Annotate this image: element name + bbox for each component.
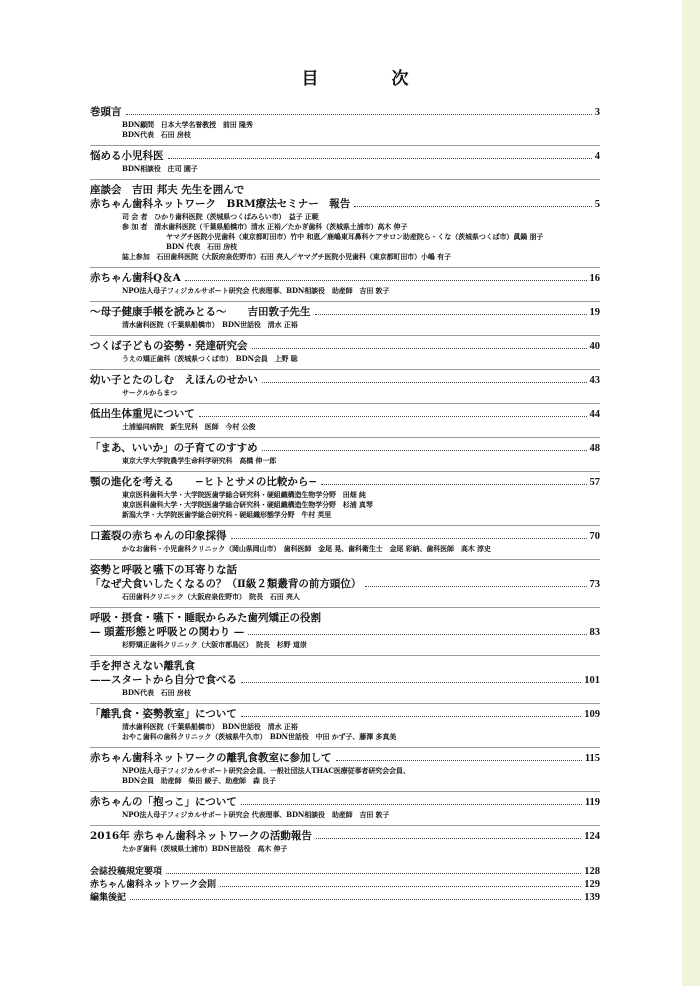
toc-entry xyxy=(90,559,600,602)
toc-entry-title-line xyxy=(90,373,600,388)
toc-entry-title-line xyxy=(90,563,600,577)
dot-leader xyxy=(168,158,592,159)
dot-leader xyxy=(365,586,586,587)
dot-leader xyxy=(220,886,581,887)
dot-leader xyxy=(252,348,587,349)
toc-entry-title: 赤ちゃん歯科Q＆A xyxy=(90,272,181,284)
dot-leader xyxy=(336,760,582,761)
toc-entry-author: 東京医科歯科大学・大学院医歯学総合研究科・硬組織構造生物学分野 田畑 純 xyxy=(122,490,366,499)
toc-entry-title: 悩める小児科医 xyxy=(90,150,164,162)
dot-leader xyxy=(185,280,587,281)
toc-entry xyxy=(90,437,600,466)
dot-leader xyxy=(126,114,592,115)
toc-entry-title: 「まあ、いいか」の子育てのすすめ xyxy=(90,442,258,454)
toc-entry-title: ——スタートから自分で食べる xyxy=(90,674,237,686)
toc-entry-title: 座談会 吉田 邦夫 先生を囲んで xyxy=(90,184,245,196)
toc-entry xyxy=(90,145,600,174)
toc-entry-title-line xyxy=(90,105,600,120)
dot-leader xyxy=(315,314,587,315)
toc-entry-title-line xyxy=(90,829,600,844)
dot-leader xyxy=(241,716,581,717)
toc-entry-author: BDN顧問 日本大学名誉教授 前田 隆秀 xyxy=(122,120,253,129)
table-of-contents xyxy=(90,105,600,905)
back-matter-title: 編集後記 xyxy=(90,893,127,903)
page-edge-stripe xyxy=(682,0,700,986)
toc-entry-title: 「なぜ犬食いしたくなるの？（Ⅱ級２類叢背の前方頭位） xyxy=(90,578,362,590)
toc-entry xyxy=(90,105,600,140)
toc-entry xyxy=(90,369,600,398)
toc-entry xyxy=(90,525,600,554)
back-matter-line xyxy=(90,892,600,904)
toc-entry-author: 清水歯科医院（千葉県船橋市） BDN世話役 清水 正裕 xyxy=(122,320,298,329)
toc-entry-title-line xyxy=(90,441,600,456)
toc-entry-title: 呼吸・摂食・嚥下・睡眠からみた歯列矯正の役割 xyxy=(90,612,321,624)
toc-entry xyxy=(90,335,600,364)
page-number: 3 xyxy=(594,107,600,118)
toc-entry-title: 姿勢と呼吸と嚥下の耳寄りな話 xyxy=(90,564,237,576)
page-number: 83 xyxy=(589,627,600,638)
toc-entry-title-line xyxy=(90,197,600,212)
back-matter-title: 会誌投稿規定要項 xyxy=(90,867,163,877)
toc-entry-author: 東京大学大学院農学生命科学研究科 高橋 伸一郎 xyxy=(122,456,277,465)
back-matter-line xyxy=(90,879,600,891)
toc-entry-title: 赤ちゃん歯科ネットワーク BRM療法セミナー 報告 xyxy=(90,198,351,210)
page-number: 119 xyxy=(584,797,600,808)
page-number: 4 xyxy=(594,151,600,162)
toc-entry-title: 〜母子健康手帳を読みとる〜 吉田敦子先生 xyxy=(90,306,311,318)
page-number: 129 xyxy=(584,879,600,890)
toc-entry-title: — 頭蓋形態と呼吸との関わり — xyxy=(90,626,245,638)
toc-entry-title-line xyxy=(90,751,600,766)
toc-entry-title-line xyxy=(90,475,600,490)
toc-entry-title: 口蓋裂の赤ちゃんの印象採得 xyxy=(90,530,227,542)
dot-leader xyxy=(130,899,581,900)
toc-entry-title-line xyxy=(90,407,600,422)
toc-entry-author: 土浦協同病院 新生児科 医師 今村 公俊 xyxy=(122,422,256,431)
toc-entry-title-line xyxy=(90,339,600,354)
dot-leader xyxy=(321,484,586,485)
toc-entry-title-line xyxy=(90,305,600,320)
page-number: 57 xyxy=(589,477,600,488)
toc-entry xyxy=(90,471,600,520)
toc-entry-author: 清水歯科医院（千葉県船橋市） BDN世話役 清水 正裕 xyxy=(122,722,298,731)
dot-leader xyxy=(248,634,586,635)
toc-entry-title-line xyxy=(90,183,600,197)
toc-entry xyxy=(90,267,600,296)
back-matter-list xyxy=(90,866,600,904)
toc-entry-author: NPO法人母子フィジカルサポート研究会 代表理事、BDN相談役 助産師 吉田 敦子 xyxy=(122,810,390,819)
toc-entry-title-line xyxy=(90,673,600,688)
toc-entry-author: 参 加 者 清水歯科医院（千葉県船橋市）清水 正裕／たかぎ歯科（茨城県土浦市）高木 伸子 xyxy=(122,222,408,231)
toc-entry-author: 新潟大学・大学院医歯学総合研究科・硬組織形態学分野 牛村 英里 xyxy=(122,510,332,519)
toc-entry-title: 幼い子とたのしむ えほんのせかい xyxy=(90,374,258,386)
toc-entry-author: おやこ歯科の歯科クリニック（茨城県牛久市） BDN世話役 中田 かず子、藤澤 多真美 xyxy=(122,732,397,741)
toc-entry-title-line xyxy=(90,795,600,810)
toc-entry-author: ヤマグチ医院小児歯科（東京都町田市）竹中 和恵／鹿嶋東耳鼻科ケアサロン助産院ら・くな（茨城県つくば市）眞鍋 朋子 xyxy=(166,232,544,241)
toc-entry xyxy=(90,791,600,820)
dot-leader xyxy=(241,804,582,805)
toc-entry-author: 石田歯科クリニック（大阪府泉佐野市） 院長 石田 亮人 xyxy=(122,592,300,601)
toc-entry xyxy=(90,825,600,854)
dot-leader xyxy=(262,382,587,383)
dot-leader xyxy=(241,682,581,683)
page-number: 73 xyxy=(589,579,600,590)
toc-entry-title: 巻頭言 xyxy=(90,106,122,118)
toc-entry-author: 誌上参加 石田歯科医院（大阪府泉佐野市）石田 亮人／ヤマグチ医院小児歯科（東京都町田市）小嶋 有子 xyxy=(122,252,451,261)
toc-entry-author: BDN代表 石田 房枝 xyxy=(122,130,191,139)
toc-entry-title: つくば子どもの姿勢・発達研究会 xyxy=(90,340,248,352)
back-matter-title: 赤ちゃん歯科ネットワーク会則 xyxy=(90,880,217,890)
dot-leader xyxy=(166,873,581,874)
dot-leader xyxy=(262,450,587,451)
toc-entry-author: BDN 代表 石田 房枝 xyxy=(166,242,238,251)
toc-entry xyxy=(90,301,600,330)
back-matter-entry xyxy=(90,892,600,904)
toc-entry xyxy=(90,747,600,786)
toc-entry-author: BDN相談役 庄司 園子 xyxy=(122,164,198,173)
page-number: 124 xyxy=(584,831,600,842)
toc-entry-title: 「離乳食・姿勢教室」について xyxy=(90,708,237,720)
dot-leader xyxy=(199,416,587,417)
toc-entry-author: BDN代表 石田 房枝 xyxy=(122,688,191,697)
page-number: 109 xyxy=(584,709,600,720)
toc-entry xyxy=(90,607,600,650)
toc-entry-title-line xyxy=(90,625,600,640)
toc-entry-author: うえの矯正歯科（茨城県つくば市） BDN会員 上野 聡 xyxy=(122,354,298,363)
toc-entry xyxy=(90,403,600,432)
toc-entry-title-line xyxy=(90,271,600,286)
dot-leader xyxy=(354,206,592,207)
toc-entry-title: 顎の進化を考える −ヒトとサメの比較から− xyxy=(90,476,318,488)
toc-entry xyxy=(90,703,600,742)
page-number: 16 xyxy=(589,273,600,284)
back-matter-entry xyxy=(90,879,600,891)
toc-entry-title-line xyxy=(90,707,600,722)
toc-entry-title-line xyxy=(90,611,600,625)
toc-entry xyxy=(90,179,600,262)
dot-leader xyxy=(231,538,587,539)
page-title: 目 次 xyxy=(301,69,437,89)
toc-entry-title: 2016年 赤ちゃん歯科ネットワークの活動報告 xyxy=(90,830,312,842)
toc-entry-author: BDN会員 助産師 柴田 綾子、助産師 森 良子 xyxy=(122,776,276,785)
toc-entry-author: サークルからまつ xyxy=(122,388,177,397)
page-number: 19 xyxy=(589,307,600,318)
toc-entry xyxy=(90,655,600,698)
toc-entry-author: NPO法人母子フィジカルサポート研究会会員、一般社団法人THAC医療従事者研究会会員、 xyxy=(122,766,410,775)
toc-entry-title-line xyxy=(90,529,600,544)
toc-entry-title-line xyxy=(90,577,600,592)
toc-entry-title: 手を押さえない離乳食 xyxy=(90,660,195,672)
toc-entry-title-line xyxy=(90,149,600,164)
toc-entry-title-line xyxy=(90,659,600,673)
page-number: 48 xyxy=(589,443,600,454)
page-number: 101 xyxy=(584,675,600,686)
page-number: 43 xyxy=(589,375,600,386)
dot-leader xyxy=(316,838,581,839)
toc-entry-author: たかぎ歯科（茨城県土浦市）BDN世話役 高木 伸子 xyxy=(122,844,288,853)
page-number: 5 xyxy=(594,199,600,210)
page-number: 40 xyxy=(589,341,600,352)
toc-entry-title: 赤ちゃん歯科ネットワークの離乳食教室に参加して xyxy=(90,752,332,764)
toc-entry-author: 司 会 者 ひかり歯科医院（茨城県つくばみらい市） 益子 正範 xyxy=(122,212,319,221)
toc-entry-author: NPO法人母子フィジカルサポート研究会 代表理事、BDN相談役 助産師 吉田 敦子 xyxy=(122,286,390,295)
back-matter-entry xyxy=(90,866,600,878)
toc-entry-author: 杉野矯正歯科クリニック（大阪市都島区） 院長 杉野 道崇 xyxy=(122,640,307,649)
toc-entry-title: 低出生体重児について xyxy=(90,408,195,420)
page-number: 44 xyxy=(589,409,600,420)
page-number: 128 xyxy=(584,866,600,877)
page-number: 70 xyxy=(589,531,600,542)
toc-entry-author: 東京医科歯科大学・大学院医歯学総合研究科・硬組織構造生物学分野 杉浦 真琴 xyxy=(122,500,373,509)
back-matter-line xyxy=(90,866,600,878)
toc-entry-title: 赤ちゃんの「抱っこ」について xyxy=(90,796,237,808)
page-number: 139 xyxy=(584,892,600,903)
toc-entry-author: かなお歯科・小児歯科クリニック（岡山県岡山市） 歯科医師 金尾 晃、歯科衛生士 金尾 彩納、歯科医師 高木 淳史 xyxy=(122,544,491,553)
page-number: 115 xyxy=(584,753,600,764)
